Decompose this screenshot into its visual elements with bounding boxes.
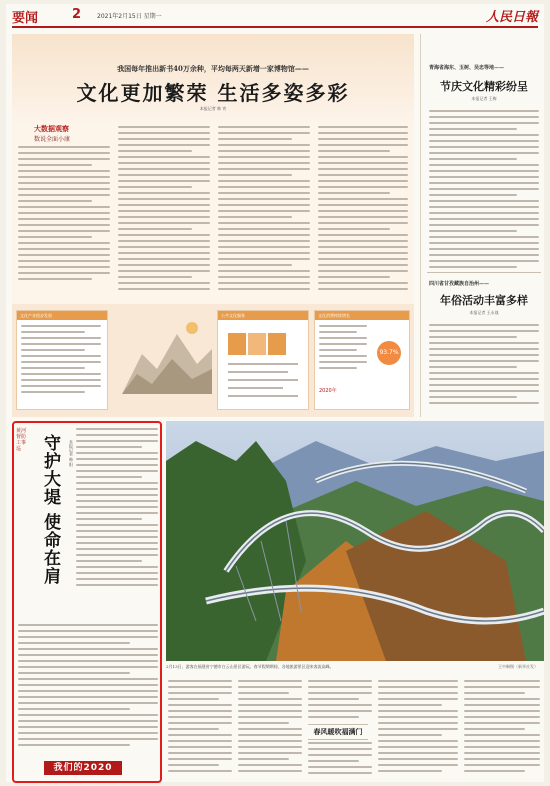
rail-story1-byline: 本报记者 王梅: [471, 96, 497, 101]
lead-byline: 本报记者 韩 宵: [199, 106, 227, 111]
feature-byline: 本报记者 韩 阳: [69, 440, 74, 467]
lead-kicker: 我国每年推出新书40万余种，平均每两天新增一家博物馆——: [117, 64, 309, 73]
lead-text-col-3: [218, 126, 310, 294]
rail-divider: [427, 272, 541, 273]
bridge-photo[interactable]: [166, 421, 544, 661]
book-stack-icon: [224, 327, 304, 405]
lower-col-5: [464, 680, 540, 776]
info-panel-culture-industry: [16, 310, 108, 410]
section-name: 要闻: [12, 11, 39, 26]
masthead: [12, 6, 538, 28]
info-panel-title: 文化消费持续增长: [315, 311, 409, 320]
lead-text-col-1: [18, 146, 110, 284]
lead-infographic: [12, 304, 414, 417]
stat-highlight: 2020年: [319, 388, 337, 394]
lead-subtag: 数说全面小康: [34, 136, 71, 143]
lead-text-col-4: [318, 126, 408, 294]
lower-col-4: [378, 680, 458, 776]
photo-caption-text: 2月13日，游客在福建省宁德市白云山景区游玩。春节假期期间，各地旅游景区迎来客流高峰。: [166, 664, 334, 669]
rail-story1-title[interactable]: 节庆文化精彩纷呈: [440, 80, 528, 93]
lower-col-2: [238, 680, 302, 776]
lower-col-1: [168, 680, 232, 776]
page-number: 2: [72, 7, 82, 22]
right-rail: [420, 34, 544, 417]
rail-story2-kicker: 四川省甘孜藏族自治州——: [429, 281, 490, 287]
lead-tag: 大数据观察: [34, 124, 69, 133]
photo-caption: [166, 664, 544, 670]
rail-story1-body: [429, 110, 539, 272]
feature-title[interactable]: 守护大堤 使命在肩: [40, 434, 60, 585]
paper-logo: 人民日報: [485, 10, 538, 25]
issue-date: 2021年2月15日 星期一: [97, 13, 162, 20]
feature-body-top: [76, 428, 158, 590]
lead-headline[interactable]: 文化更加繁荣 生活多姿多彩: [76, 81, 350, 105]
rail-story2-title[interactable]: 年俗活动丰富多样: [440, 294, 528, 307]
info-panel-public-service: [217, 310, 309, 410]
series-bar[interactable]: 我们的2020: [44, 761, 122, 775]
info-panel-consumption: [314, 310, 410, 410]
lower-subheading[interactable]: 春风暖吹福满门: [308, 724, 368, 740]
newspaper-page: [6, 4, 544, 782]
percent-badge: 93.7%: [377, 341, 401, 365]
rail-story1-kicker: 青海省海东、玉树、吴忠等地——: [429, 65, 505, 71]
mountain-illustration: [122, 314, 212, 394]
photo-credit: 王中琳摄（新华社发）: [498, 664, 538, 669]
rail-story2-byline: 本报记者 王永战: [469, 310, 499, 315]
feature-series-tag: 黄河督防工事巡: [16, 428, 27, 452]
lower-col-3-bottom: [308, 742, 372, 778]
lower-col-3-top: [308, 680, 372, 722]
info-panel-title: 公共文化服务: [218, 311, 308, 320]
info-panel-title: 文化产业稳步发展: [17, 311, 107, 320]
feature-body-bottom: [18, 624, 158, 750]
rail-story2-body: [429, 324, 539, 408]
lead-text-col-2: [118, 126, 210, 294]
glass-bridge-image: [166, 421, 544, 661]
